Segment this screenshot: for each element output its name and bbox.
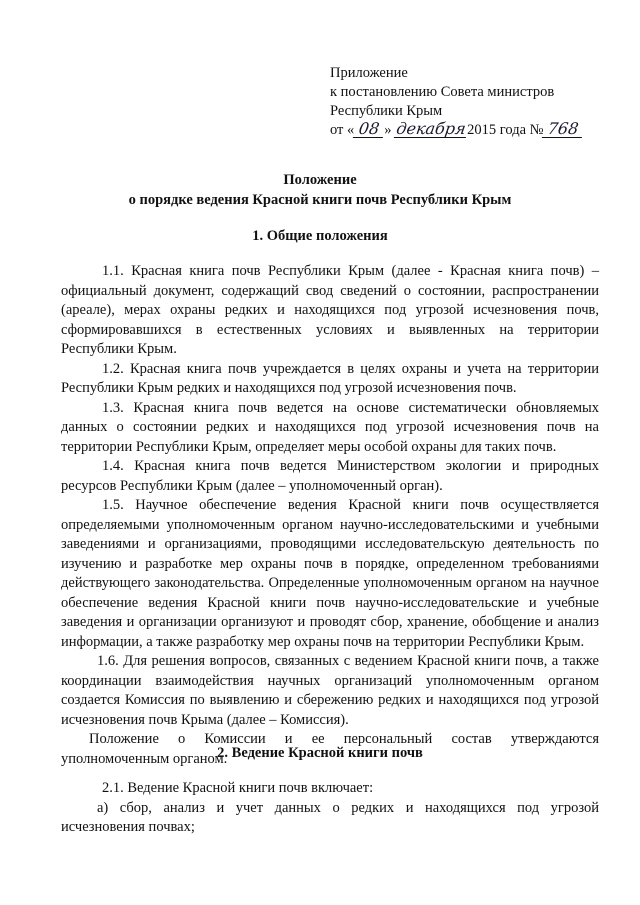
date-month: декабря [395,119,468,138]
paragraph-2-1: 2.1. Ведение Красной книги почв включает: [102,780,374,796]
section1-heading: 1. Общие положения [252,228,388,244]
date-year: 2015 года № [467,122,544,138]
paragraph-1-6: 1.6. Для решения вопросов, связанных с ведением Красной книги почв, а также координации взаимодействия научных организаций уполномоченным органом создается Комиссия по выявлению и сбережению редких и находящихся под угрозой исчезновения почв Крыма (далее – Комиссия). [61,653,599,728]
paragraph-1-4: 1.4. Красная книга почв ведется Министерством экологии и природных ресурсов Республики Крым (далее – уполномоченный орган). [61,458,599,494]
document-subtitle: о порядке ведения Красной книги почв Республики Крым [128,192,512,208]
section2-body [61,779,599,838]
paragraph-1-2: 1.2. Красная книга почв учреждается в целях охраны и учета на территории Республики Крым редких и находящихся под угрозой исчезновения почв. [61,360,599,396]
date-prefix: от « [330,122,355,138]
document-number: 768 [542,121,584,138]
section2-heading: 2. Ведение Красной книги почв [217,745,423,761]
paragraph-1-3: 1.3. Красная книга почв ведется на основе систематически обновляемых данных о состоянии редких и находящихся под угрозой исчезновения почв на территории Республики Крым, определяет меры особой охраны для таких почв. [61,399,599,455]
paragraph-1-1: 1.1. Красная книга почв Республики Крым (далее - Красная книга почв) – официальный документ, содержащий свод сведений о состоянии, распространении (ареале), мерах охраны редких и находящихся под угрозой исчезновения почв, сформировавшихся в естественных условиях и выявленных на территории Республики Крым. [61,263,599,357]
date-day: 08 [353,121,385,138]
appendix-date-line [330,121,583,140]
section1-body [61,262,599,769]
document-title: Положение [283,172,357,188]
paragraph-commission: Положение о Комиссии и ее персональный состав утверждаются уполномоченным органом. [61,731,599,767]
date-mid: » [384,122,392,138]
paragraph-1-5: 1.5. Научное обеспечение ведения Красной книги почв осуществляется определяемыми уполномоченным органом научно-исследовательскими и учебными заведениями и организациями, проводящими исследовательскую деятельность по изучению и разработке мер охраны почв в порядке, определенном требованиями действующего законодательства. Определенные уполномоченным органом на научное обеспечение ведения Красной книги почв научно-исследовательские и учебные заведения и организации организуют и проводят сбор, хранение, обобщение и анализ информации, а также разработку мер охраны почв на территории Республики Крым. [61,497,599,650]
appendix-authority: Республики Крым [330,103,443,119]
appendix-resolution: к постановлению Совета министров [330,84,555,100]
paragraph-2-1-a: а) сбор, анализ и учет данных о редких и находящихся под угрозой исчезновения почвах; [61,799,599,835]
appendix-title: Приложение [330,65,408,81]
appendix-block [330,64,583,140]
